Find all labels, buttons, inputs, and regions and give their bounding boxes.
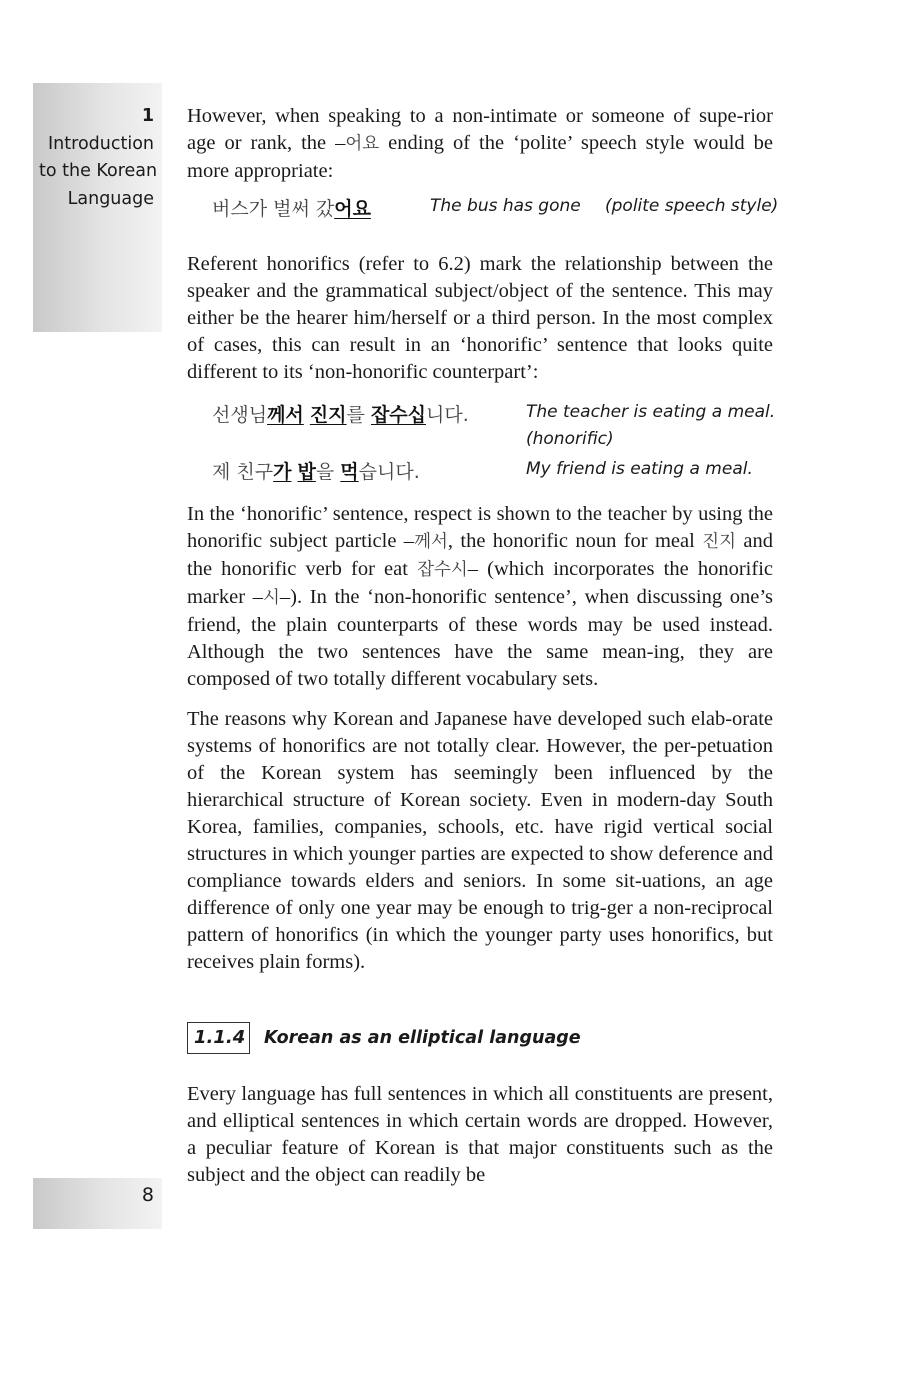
page-number-tab <box>33 1178 162 1229</box>
korean-marked-noun: 진지 <box>309 404 347 426</box>
korean-word: 께서 <box>414 532 448 552</box>
text-run: –). In the ‘non-honorific sentence’, when discussing one’s friend, the plain counterparts of these words may be used instead. Although the two sentences have the same mean-ing, they are composed of two totally different vocabulary sets. <box>187 586 773 690</box>
korean-word: 진지 <box>702 532 737 552</box>
text-run: and the honorific verb for eat <box>187 530 773 580</box>
example-gloss-honorific-label: (honorific) <box>526 429 614 449</box>
text-run: , the honorific noun for meal <box>447 530 703 552</box>
text-run: ending of the ‘polite’ speech style would be more appropriate: <box>187 132 774 182</box>
section-heading <box>187 1022 773 1054</box>
chapter-number: 1 <box>141 106 154 126</box>
korean-marked-particle: 가 <box>273 461 292 483</box>
example-gloss: The bus has gone <box>430 196 581 216</box>
korean-word: 제 친구 <box>212 461 274 483</box>
korean-ending: 습니다. <box>358 461 420 483</box>
korean-plain: 버스가 벌써 갔 <box>212 198 335 220</box>
text-run: – (which incorporates the honorific marker – <box>187 558 773 608</box>
korean-word: 선생님 <box>212 404 268 426</box>
chapter-title-line-1: Introduction <box>48 133 154 154</box>
korean-marked-particle: 께서 <box>267 404 304 426</box>
korean-word: 시 <box>262 588 280 608</box>
chapter-title-line-2: to the Korean <box>39 161 158 181</box>
korean-ending: 니다. <box>426 404 469 426</box>
paragraph-elliptical: Every language has full sentences in which all constituents are present, and elliptical sentences in which certain words are dropped. However, a peculiar feature of Korean is that major constituents such as the subject and the object can readily be <box>187 1083 773 1186</box>
section-number: 1.1.4 <box>187 1022 250 1054</box>
paragraph-reasons: The reasons why Korean and Japanese have developed such elab-orate systems of honorifics are not totally clear. However, the per-petuation of the Korean system has seemingly been influenced by the hierarchical structure of Korean society. Even in modern-day South Korea, families, companies, schools, etc. have rigid vertical social structures in which younger parties are expected to show deference and compliance towards elders and seniors. In some sit-uations, an age difference of only one year may be enough to trig-ger a non-reciprocal pattern of honorifics (in which the younger party uses honorifics, but receives plain forms). <box>187 708 773 973</box>
main-text-column <box>187 103 779 1189</box>
korean-marked-ending: 어요 <box>334 198 371 220</box>
example-gloss-plain: My friend is eating a meal. <box>526 459 753 479</box>
example-note: (polite speech style) <box>605 196 779 216</box>
example-honorific-pair <box>187 398 776 488</box>
example-korean-honorific <box>212 400 469 427</box>
example-row-honorific <box>187 398 776 456</box>
example-korean-plain <box>212 457 420 484</box>
korean-particle: 를 <box>346 404 371 426</box>
korean-ending: 어요 <box>345 134 380 154</box>
text-run: However, when speaking to a non-intimate or someone of supe-rior age or rank, the – <box>187 105 773 154</box>
paragraph-honorific-explanation <box>187 501 773 693</box>
section-title: Korean as an elliptical language <box>264 1028 581 1048</box>
example-polite <box>187 193 779 231</box>
paragraph-polite-style <box>187 103 773 185</box>
chapter-title-line-3: Language <box>67 188 154 209</box>
korean-particle: 을 <box>315 461 341 483</box>
paragraph-referent-honorifics: Referent honorifics (refer to 6.2) mark the relationship between the speaker and the grammatical subject/object of the sentence. This may either be the hearer him/herself or a third person. In the most complex of cases, this can result in an ‘honorific’ sentence that looks quite different to its ‘non-honorific counterpart’: <box>187 253 773 383</box>
korean-marked-verb: 잡수십 <box>370 404 427 426</box>
text-run: In the ‘honorific’ sentence, respect is shown to the teacher by using the honorific subject particle – <box>187 503 773 552</box>
example-korean <box>212 194 371 221</box>
korean-marked-verb: 먹 <box>340 461 359 483</box>
example-row-plain <box>187 456 773 488</box>
korean-word: 잡수시 <box>417 560 468 580</box>
example-gloss-honorific: The teacher is eating a meal. <box>526 402 776 422</box>
korean-marked-noun: 밥 <box>297 461 316 483</box>
page-number: 8 <box>141 1184 154 1206</box>
chapter-side-tab <box>33 83 162 332</box>
